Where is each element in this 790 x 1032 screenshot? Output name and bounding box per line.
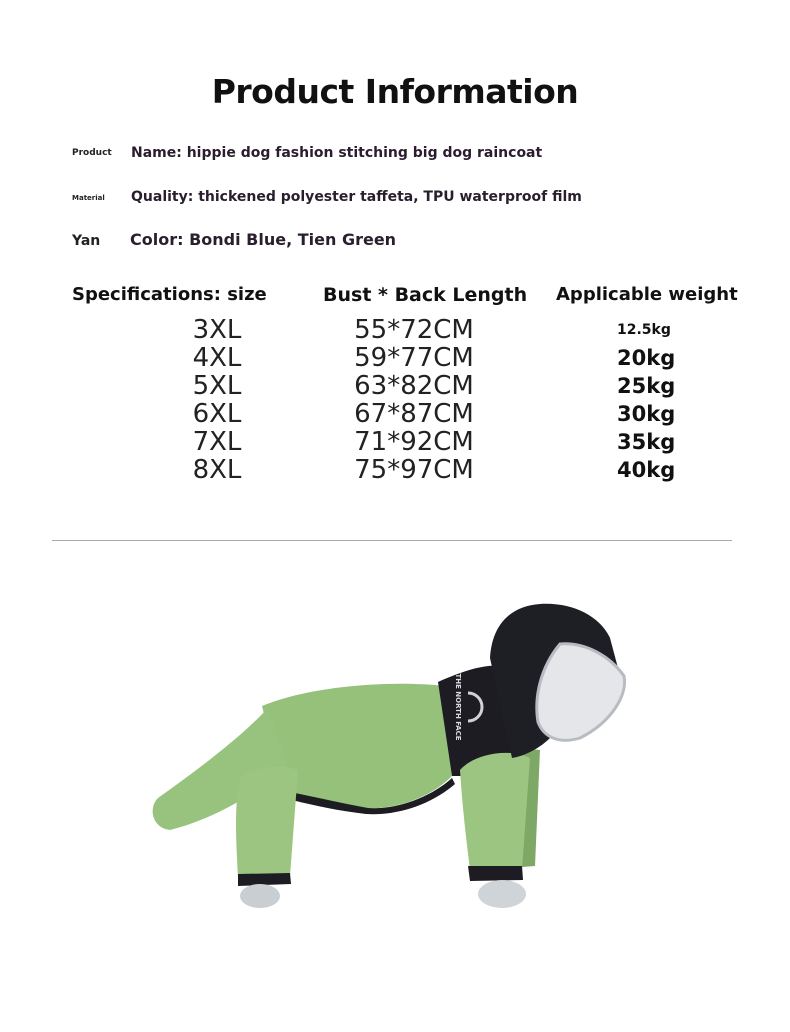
hind-leg-near: [236, 767, 298, 878]
size-column: [170, 316, 264, 484]
info-text-color: Color: Bondi Blue, Tien Green: [130, 230, 397, 249]
info-text-product-name: Name: hippie dog fashion stitching big dog raincoat: [131, 145, 543, 161]
size-cell: 3XL: [192, 315, 242, 345]
product-image-dog-raincoat: [140, 598, 640, 918]
info-label-color: Yan: [72, 233, 101, 249]
front-paw: [478, 880, 526, 908]
info-label-product: Product: [72, 148, 112, 158]
hind-cuff: [238, 873, 291, 886]
size-cell: 5XL: [192, 371, 242, 401]
bust-cell: 63*82CM: [354, 371, 474, 401]
weight-cell: 12.5kg: [617, 322, 671, 338]
size-cell: 7XL: [192, 427, 242, 457]
weight-cell: 30kg: [617, 402, 676, 426]
spec-header-bust: Bust * Back Length: [323, 284, 528, 306]
weight-cell: 35kg: [617, 430, 676, 454]
size-cell: 8XL: [192, 455, 242, 485]
bust-cell: 75*97CM: [354, 455, 474, 485]
spec-header-weight: Applicable weight: [556, 284, 738, 305]
info-label-material: Material: [72, 194, 105, 202]
bust-column: [344, 316, 484, 484]
size-cell: 6XL: [192, 399, 242, 429]
bust-cell: 55*72CM: [354, 315, 474, 345]
bust-cell: 59*77CM: [354, 343, 474, 373]
weight-cell: 25kg: [617, 374, 676, 398]
weight-cell: 20kg: [617, 346, 676, 370]
hind-paw: [240, 884, 280, 908]
bust-cell: 67*87CM: [354, 399, 474, 429]
section-divider: [52, 540, 732, 541]
bust-cell: 71*92CM: [354, 427, 474, 457]
size-cell: 4XL: [192, 343, 242, 373]
brand-logo-text: THE NORTH FACE: [454, 673, 462, 741]
weight-column: [617, 316, 707, 484]
spec-header-size: Specifications: size: [72, 284, 267, 305]
front-cuff: [468, 866, 523, 881]
front-leg-near: [460, 753, 530, 870]
info-text-material-quality: Quality: thickened polyester taffeta, TPU waterproof film: [131, 189, 582, 205]
weight-cell: 40kg: [617, 458, 676, 482]
page-title: Product Information: [211, 72, 579, 111]
